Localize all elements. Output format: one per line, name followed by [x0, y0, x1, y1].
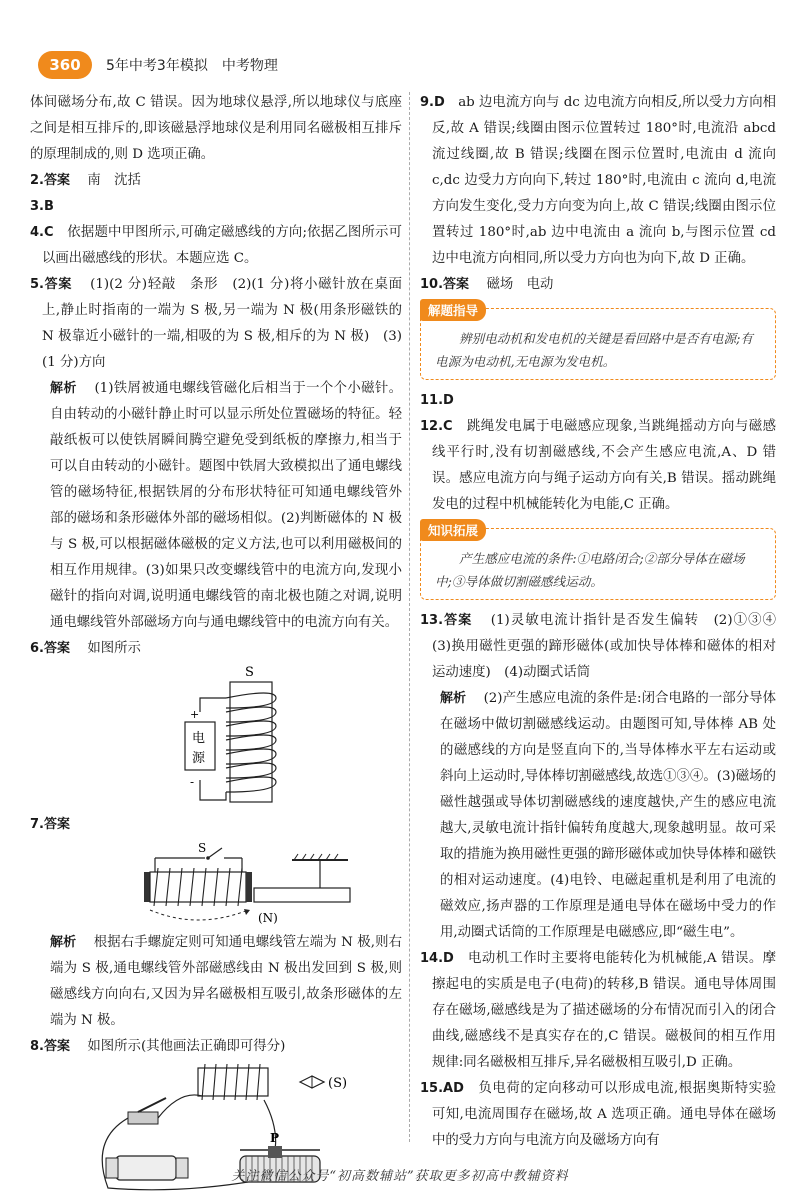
- page-number: 360: [38, 51, 92, 79]
- switch-pivot: [206, 856, 210, 860]
- answer-text: 跳绳发电属于电磁感应现象,当跳绳摇动方向与磁感线平行时,没有切割磁感线,不会产生感应电流,A、D 错误。感应电流方向与绳子运动方向有关,B 错误。摇动跳绳发电的过程中机械能转化为电能,C 正确。: [432, 419, 776, 512]
- extension-box: [420, 523, 776, 600]
- pole-label: (S): [328, 1076, 348, 1091]
- answer-5: [30, 272, 402, 376]
- answer-text: 如图所示: [87, 641, 141, 656]
- switch-label: S: [198, 841, 207, 855]
- slider-label: P: [270, 1131, 280, 1145]
- power-label-1: 电: [192, 731, 206, 746]
- answer-7: [30, 812, 402, 838]
- answer-label: 答案: [43, 641, 70, 656]
- answer-9: [420, 90, 776, 272]
- tip-box: [420, 303, 776, 380]
- answer-text: ab 边电流方向与 dc 边电流方向相反,所以受力方向相反,故 A 错误;线圈由图示位置转过 180°时,电流沿 abcd 流过线圈,故 B 错误;线圈在图示位置时,电流由 d 流向 c,dc 边受力方向向下,转过 180°时,电流由 c 流向 d,电流方向发生变化,受力方向变为向上,故 C 错误;线圈由图示位置转过 180°时,ab 边中电流由 a 流向 b,与图示位置 cd 边中电流方向相同,所以受力方向也为向下,故 D 正确。: [432, 95, 776, 266]
- q-number: 10.: [420, 277, 444, 292]
- field-arrow: [244, 909, 250, 915]
- analysis-label: 解析: [50, 381, 77, 396]
- answer-2: [30, 168, 402, 194]
- answer-text: 负电荷的定向移动可以形成电流,根据奥斯特实验可知,电流周围存在磁场,故 A 选项正确。通电导体在磁场中的受力方向与电流方向及磁场方向有: [432, 1081, 776, 1148]
- tip-box-label: 解题指导: [420, 299, 486, 321]
- switch: [208, 848, 222, 858]
- answer-4: [30, 220, 402, 272]
- q-number: 11.D: [420, 393, 454, 408]
- left-column: [30, 90, 402, 1200]
- right-column: [420, 90, 790, 1154]
- extension-box-label: 知识拓展: [420, 519, 486, 541]
- answer-14: [420, 946, 776, 1076]
- analysis-7: [30, 930, 402, 1034]
- analysis-label: 解析: [440, 691, 467, 706]
- answer-text: (1)灵敏电流计指针是否发生偏转 (2)①③④ (3)换用磁性更强的蹄形磁体(或加快导体棒和磁体的相对运动速度) (4)动圈式话筒: [432, 613, 790, 680]
- answer-15: [420, 1076, 776, 1154]
- extension-box-text: 产生感应电流的条件:①电路闭合;②部分导体在磁场中;③导体做切割磁感线运动。: [435, 551, 745, 589]
- left-paragraph-continued: 体间磁场分布,故 C 错误。因为地球仪悬浮,所以地球仪与底座之间是相互排斥的,即该磁悬浮地球仪是利用同名磁极相互排斥的原理制成的,则 D 选项正确。: [30, 95, 402, 162]
- analysis-5: [30, 376, 402, 636]
- answer-10: [420, 272, 776, 298]
- q-number: 6.: [30, 641, 44, 656]
- answer-label: 答案: [443, 613, 473, 628]
- column-divider: [409, 92, 410, 1142]
- figure-7-solenoid-magnet: [30, 838, 402, 930]
- switch-lever: [138, 1098, 166, 1112]
- q-number: 15.AD: [420, 1081, 464, 1096]
- q-number: 9.D: [420, 95, 445, 110]
- footer-note: 关注微信公众号“初高数辅站”获取更多初高中教辅资料: [231, 1169, 569, 1184]
- answer-label: 答案: [43, 277, 73, 292]
- answer-11: [420, 388, 776, 414]
- minus-sign: -: [190, 775, 195, 789]
- q-number: 14.D: [420, 951, 454, 966]
- answer-text: 依据题中甲图所示,可确定磁感线的方向;依据乙图所示可以画出磁感线的形状。本题应选 C。: [42, 225, 402, 266]
- q-number: 5.: [30, 277, 44, 292]
- q-number: 7.: [30, 817, 44, 832]
- coil-windings: [202, 1064, 260, 1100]
- q-number: 4.C: [30, 225, 54, 240]
- answer-label: 答案: [43, 817, 70, 832]
- core-end-left: [144, 872, 150, 902]
- q-number: 12.C: [420, 419, 453, 434]
- core-end-right: [246, 872, 252, 902]
- answer-13: [420, 608, 790, 686]
- solenoid-core: [230, 682, 272, 802]
- analysis-label: 解析: [50, 935, 77, 950]
- switch-base: [128, 1112, 158, 1124]
- answer-text: 磁场 电动: [486, 277, 554, 292]
- compass-needle-half: [312, 1076, 324, 1088]
- answer-label: 答案: [443, 277, 470, 292]
- answer-label: 答案: [43, 173, 70, 188]
- solenoid-body: [150, 872, 246, 902]
- analysis-13: [420, 686, 776, 946]
- q-number: 3.B: [30, 199, 54, 214]
- book-title: 5年中考3年模拟 中考物理: [106, 58, 278, 74]
- page-header: [38, 50, 278, 80]
- slider: [268, 1146, 282, 1158]
- q-number: 8.: [30, 1039, 44, 1054]
- power-label-2: 源: [192, 751, 206, 766]
- analysis-text: 根据右手螺旋定则可知通电螺线管左端为 N 极,则右端为 S 极,通电螺线管外部磁感线由 N 极出发回到 S 极,则磁感线方向向右,又因为异名磁极相互吸引,故条形磁体的左端为 N 极。: [50, 935, 402, 1028]
- bar-magnet: [254, 888, 350, 902]
- field-line: [150, 910, 248, 920]
- pole-label: S: [245, 665, 254, 680]
- answer-label: 答案: [43, 1039, 70, 1054]
- q-number: 13.: [420, 613, 444, 628]
- answer-12: [420, 414, 776, 518]
- answer-text: 如图所示(其他画法正确即可得分): [87, 1039, 286, 1054]
- coil-windings: [226, 693, 276, 792]
- tip-box-text: 辨别电动机和发电机的关键是看回路中是否有电源;有电源为电动机,无电源为发电机。: [435, 331, 753, 369]
- answer-8: [30, 1034, 402, 1060]
- answer-text: 电动机工作时主要将电能转化为机械能,A 错误。摩擦起电的实质是电子(电荷)的转移,B 错误。通电导体周围存在磁场,磁感线是为了描述磁场的分布情况而引入的闭合曲线,磁感线不是真实存在的,C 错误。磁极间的相互作用规律:同名磁极相互排斥,异名磁极相互吸引,D 正确。: [432, 951, 777, 1070]
- analysis-text: (1)铁屑被通电螺线管磁化后相当于一个个小磁针。自由转动的小磁针静止时可以显示所处位置磁场的特征。轻敲纸板可以使铁屑瞬间腾空避免受到纸板的摩擦力,相当于可以自由转动的小磁针。题图中铁屑大致模拟出了通电螺线管的磁场特征,根据铁屑的分布形状特征可知通电螺线管外部的磁场和条形磁体外部的磁场相似。(2)判断磁体的 N 极与 S 极,可以根据磁体磁极的定义方法,也可以利用磁极间的相互作用规律。(3)如果只改变螺线管中的电流方向,发现小磁针的指向对调,说明通电螺线管的南北极也随之对调,说明通电螺线管外部磁场方向与通电螺线管中的电流方向有关。: [50, 381, 402, 630]
- answer-text: (1)(2 分)轻敲 条形 (2)(1 分)将小磁针放在桌面上,静止时指南的一端为 S 极,另一端为 N 极(用条形磁铁的 N 极靠近小磁针的一端,相吸的为 S 极,相斥的为 N 极) (3)(1 分)方向: [42, 277, 402, 370]
- coil-windings: [154, 868, 242, 906]
- q-number: 2.: [30, 173, 44, 188]
- wire: [200, 698, 226, 712]
- answer-text: 南 沈括: [87, 173, 141, 188]
- pole-label: (N): [258, 911, 278, 925]
- analysis-text: (2)产生感应电流的条件是:闭合电路的一部分导体在磁场中做切割磁感线运动。由题图可知,导体棒 AB 处的磁感线的方向是竖直向下的,当导体棒水平左右运动或斜向上运动时,导体棒切割磁感线,故选①③④。(3)磁场的磁性越强或导体切割磁感线的速度越快,产生的感应电流越大,灵敏电流计指针偏转角度越大,现象越明显。故可采取的措施为换用磁性更强的蹄形磁体或加快导体棒和磁铁的相对运动速度。(4)电铃、电磁起重机是利用了电流的磁效应,扬声器的工作原理是通电导体在磁场中受力的作用,动圈式话筒的工作原理是电磁感应,即“磁生电”。: [440, 691, 776, 940]
- figure-6-solenoid: [30, 662, 402, 812]
- answer-3: [30, 194, 402, 220]
- wire: [200, 780, 226, 800]
- plus-sign: +: [190, 708, 200, 721]
- answer-6: [30, 636, 402, 662]
